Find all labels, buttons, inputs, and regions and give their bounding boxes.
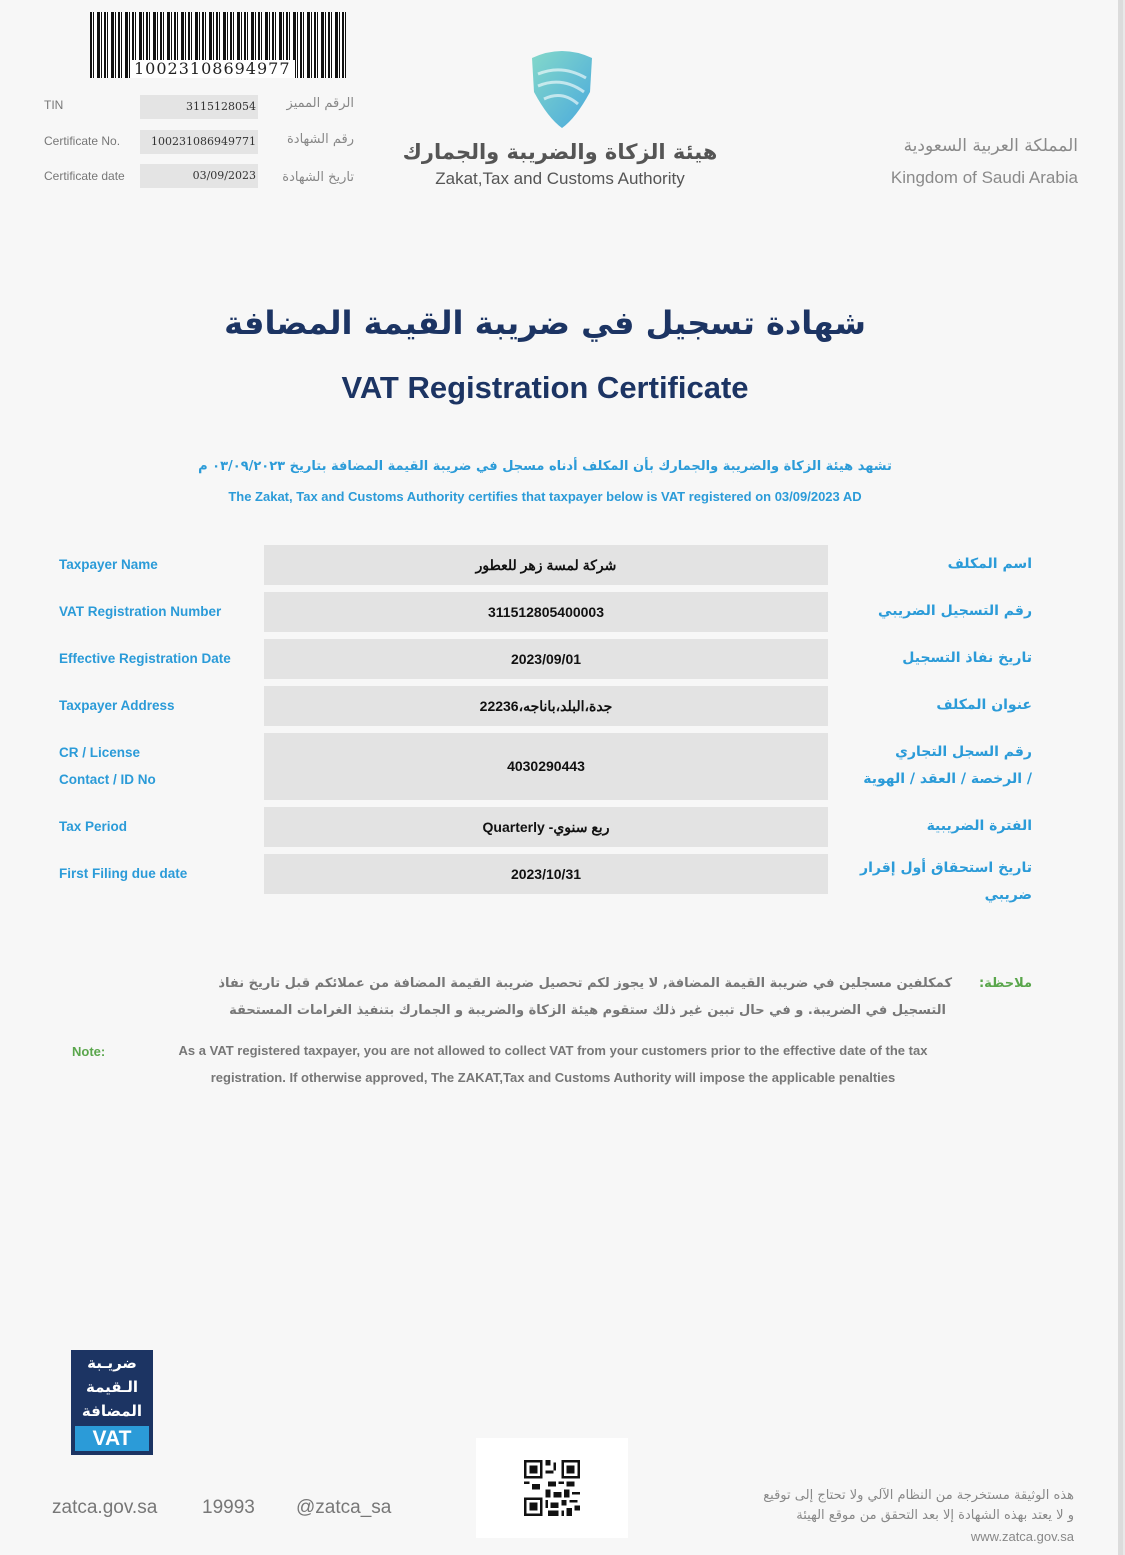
address-label: Taxpayer Address [59, 698, 175, 713]
effective-date-label-ar: تاريخ نفاذ التسجيل [902, 650, 1032, 666]
certifies-en: The Zakat, Tax and Customs Authority certifies that taxpayer below is VAT registered on 03/09/2023 AD [228, 489, 862, 504]
first-filing-label-ar: تاريخ استحقاق أول إقرار [860, 860, 1032, 876]
country-name-en: Kingdom of Saudi Arabia [890, 168, 1078, 187]
vat-logo [71, 1350, 153, 1455]
taxpayer-name-label-ar: اسم المكلف [947, 556, 1032, 572]
note-label-ar: ملاحظة: [978, 976, 1032, 991]
contact-id-label-ar: / الرخصة / العقد / الهوية [863, 771, 1032, 787]
tin-value: 3115128054 [140, 95, 258, 119]
certificate-no-label: Certificate No. [44, 134, 121, 148]
certificate-date-label-ar: تاريخ الشهادة [282, 170, 354, 185]
barcode [90, 12, 346, 78]
country-name-ar: المملكة العربية السعودية [903, 136, 1078, 156]
tax-period-value: ربع سنوي- Quarterly [264, 807, 828, 847]
first-filing-label-ar-line2: ضريبي [984, 887, 1032, 903]
vat-number-label: VAT Registration Number [59, 604, 222, 619]
vat-number-label-ar: رقم التسجيل الضريبي [878, 603, 1032, 619]
vat-logo-ar-line1: ضريـبة [87, 1354, 137, 1372]
address-value: جدة،البلد،باناجه،22236 [264, 686, 828, 726]
note-ar-line1: كمكلفين مسجلين في ضريبة القيمة المضافة, لا يجوز لكم تحصيل ضريبة القيمة المضافة من عملائكم قبل تاريخ نفاذ [218, 976, 952, 991]
footer-website[interactable]: zatca.gov.sa [52, 1497, 158, 1518]
certificate-date-value: 03/09/2023 [140, 164, 258, 188]
tax-period-label: Tax Period [59, 819, 128, 834]
note-label-en: Note: [72, 1044, 106, 1059]
note-en-line1: As a VAT registered taxpayer, you are not allowed to collect VAT from your customers prior to the effective date of the tax [178, 1043, 928, 1058]
qr-card [476, 1438, 628, 1538]
vat-logo-ar-line3: المضافة [81, 1402, 143, 1420]
first-filing-value: 2023/10/31 [264, 854, 828, 894]
footer-handle[interactable]: @zatca_sa [296, 1497, 392, 1518]
certifies-ar: تشهد هيئة الزكاة والضريبة والجمارك بأن المكلف أدناه مسجل في ضريبة القيمة المضافة بتاريخ ٠٣/٠٩/٢٠٢٣ م [198, 459, 892, 474]
title-ar: شهادة تسجيل في ضريبة القيمة المضافة [224, 304, 866, 342]
tin-label: TIN [44, 98, 64, 112]
effective-date-label: Effective Registration Date [59, 651, 231, 666]
barcode-number: 10023108694977 [130, 60, 295, 78]
note-ar-line2: التسجيل في الضريبة. و في حال تبين غير ذلك ستقوم هيئة الزكاة والضريبة و الجمارك بتنفيذ الغرامات المستحقة [229, 1003, 946, 1018]
address-label-ar: عنوان المكلف [936, 697, 1032, 713]
first-filing-label: First Filing due date [59, 866, 188, 881]
certificate-date-label: Certificate date [44, 169, 125, 183]
zatca-emblem-icon [524, 44, 600, 130]
disclaimer-line2: و لا يعتد بهذه الشهادة إلا بعد التحقق من موقع الهيئة [796, 1508, 1074, 1523]
vat-logo-en: VAT [75, 1426, 149, 1451]
certificate-no-value: 100231086949771 [140, 130, 258, 154]
authority-name-en: Zakat,Tax and Customs Authority [435, 169, 685, 188]
footer-phone: 19993 [202, 1497, 255, 1518]
tin-label-ar: الرقم المميز [286, 96, 354, 111]
cr-license-value: 4030290443 [264, 733, 828, 800]
qr-code-icon [524, 1460, 580, 1516]
taxpayer-name-label: Taxpayer Name [59, 557, 158, 572]
vat-logo-ar-line2: الـقيمة [86, 1378, 138, 1396]
cr-license-label: CR / License [59, 745, 141, 760]
note-en-line2: registration. If otherwise approved, The ZAKAT,Tax and Customs Authority will impose the applicable penalties [210, 1070, 896, 1085]
tax-period-label-ar: الفترة الضريبية [926, 818, 1032, 834]
cr-license-label-ar: رقم السجل التجاري [895, 744, 1032, 760]
certificate-no-label-ar: رقم الشهادة [287, 132, 354, 147]
taxpayer-name-value: شركة لمسة زهر للعطور [264, 545, 828, 585]
authority-name-ar: هيئة الزكاة والضريبة والجمارك [402, 140, 718, 164]
vat-number-value: 311512805400003 [264, 592, 828, 632]
title-en: VAT Registration Certificate [341, 370, 749, 405]
disclaimer-line1: هذه الوثيقة مستخرجة من النظام الآلي ولا تحتاج إلى توقيع [763, 1488, 1074, 1503]
effective-date-value: 2023/09/01 [264, 639, 828, 679]
contact-id-label: Contact / ID No [59, 772, 156, 787]
disclaimer-url[interactable]: www.zatca.gov.sa [970, 1529, 1074, 1544]
